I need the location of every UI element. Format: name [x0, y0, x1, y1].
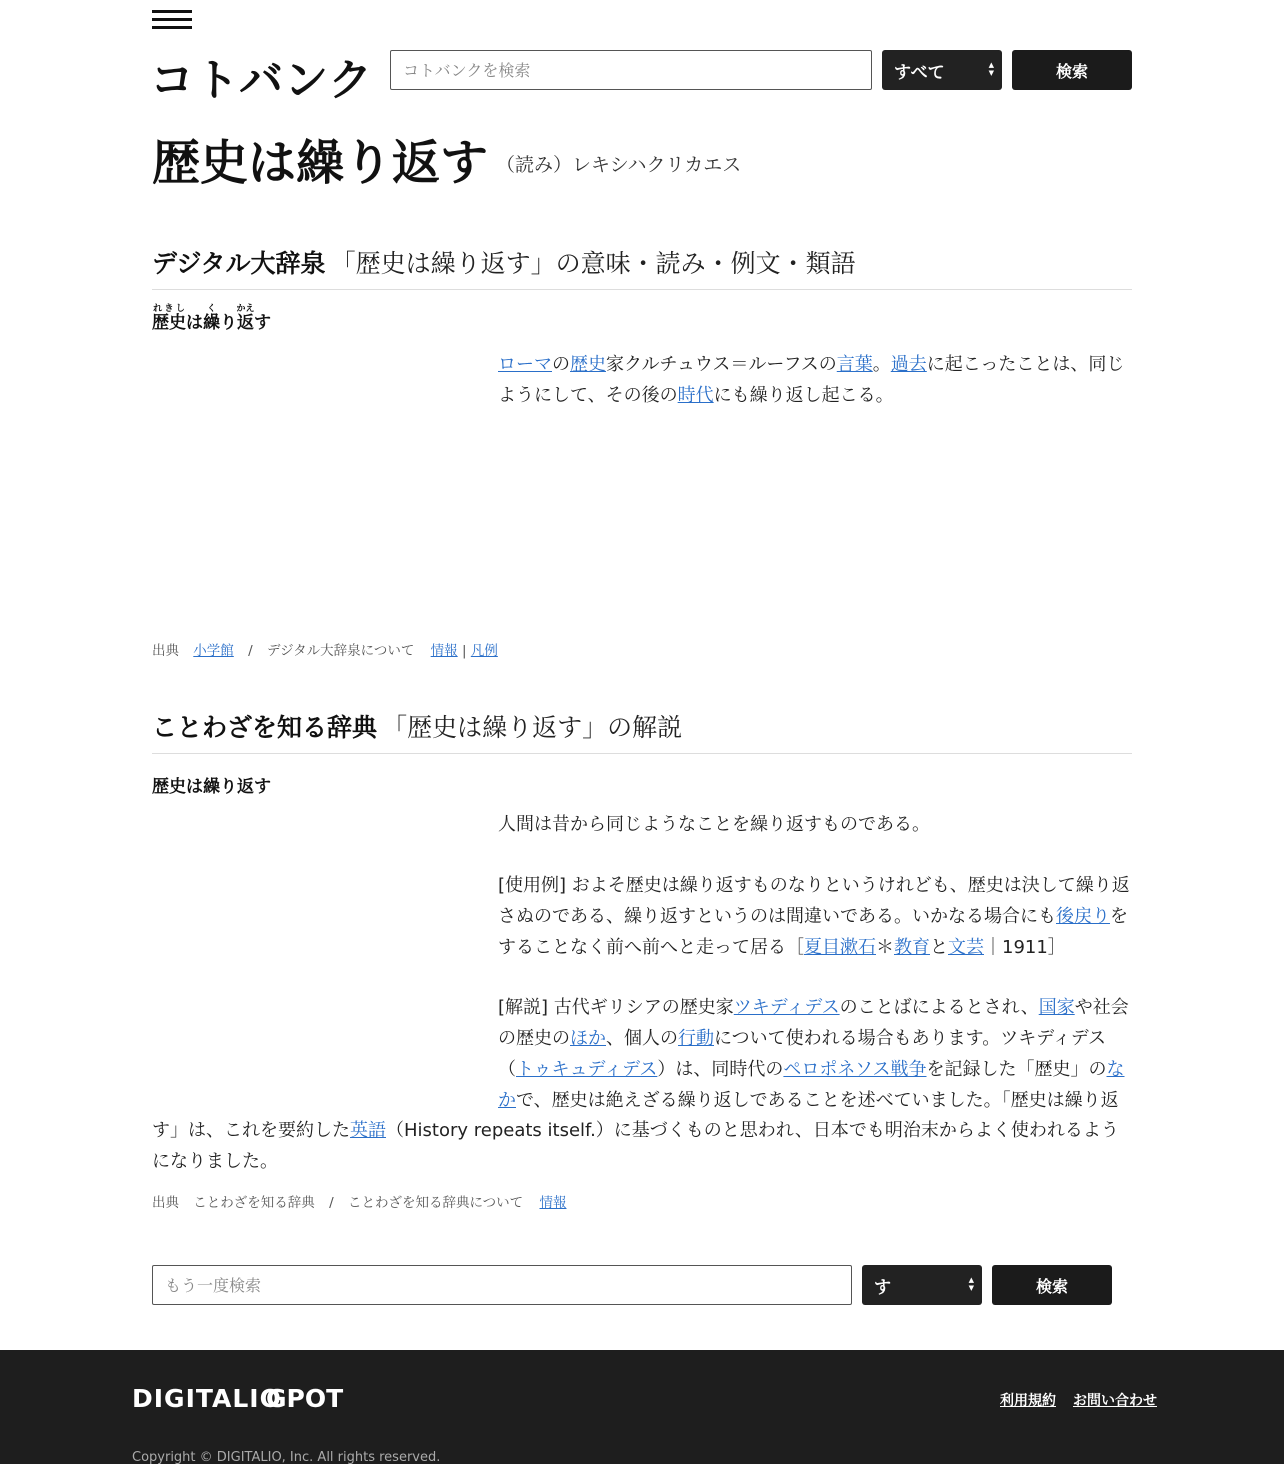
link-kako[interactable]: 過去	[890, 354, 927, 375]
select-arrows-icon: ▲ ▼	[988, 61, 994, 77]
search-again-scope-select[interactable]	[862, 1265, 982, 1305]
menu-icon[interactable]	[152, 10, 192, 32]
source-kotowaza: 出典 ことわざを知る辞典 / ことわざを知る辞典について 情報	[152, 1195, 567, 1211]
source-info-link[interactable]: 情報	[430, 643, 458, 659]
headword-part: 返かえ	[236, 304, 255, 333]
headword-part: 繰く	[203, 304, 220, 333]
copyright: Copyright © DIGITALIO, Inc. All rights reserved.	[132, 1450, 441, 1464]
page-title: 歴史は繰り返す	[152, 135, 489, 191]
footer	[0, 1350, 1284, 1464]
select-arrows-icon: ▲ ▼	[968, 1276, 974, 1292]
headword-part: す	[254, 313, 271, 333]
dictionary-name: ことわざを知る辞典	[152, 713, 378, 742]
definition-daijisen: ローマの歴史家クルチュウス＝ルーフスの言葉。過去に起こったことは、同じようにして、その後の時代にも繰り返し起こる。	[498, 354, 1125, 406]
link-natsume-soseki[interactable]: 夏目漱石	[804, 937, 876, 958]
search-button[interactable]: 検索	[1012, 50, 1132, 90]
section-subtitle: 「歴史は繰り返す」の意味・読み・例文・類語	[330, 249, 856, 278]
link-kotoba[interactable]: 言葉	[836, 354, 873, 375]
link-kodo[interactable]: 行動	[678, 1028, 714, 1049]
site-logo[interactable]: コトバンク	[150, 55, 374, 106]
kotowaza-explanation-cont: す」は、これを要約した英語（History repeats itself.）に基づくものと思われ、日本でも明治末からよく使われるようになりました。	[152, 1120, 1119, 1172]
link-thucydides[interactable]: ツキディデス	[733, 997, 840, 1018]
gpot-logo[interactable]: GPOT	[266, 1384, 344, 1413]
search-again-button[interactable]: 検索	[992, 1265, 1112, 1305]
headword-ruby	[152, 304, 271, 333]
link-peloponnesian-war[interactable]: ペロポネソス戦争	[783, 1059, 927, 1080]
kotowaza-usage-example: [使用例] およそ歴史は繰り返すものなりというけれども、歴史は決して繰り返さぬのである、繰り返すというのは間違いである。いかなる場合にも後戻りをすることなく前へ前へと走って居る［夏目漱石＊教育と文芸｜1911］	[498, 875, 1130, 958]
dictionary-name: デジタル大辞泉	[152, 249, 326, 278]
section-header-kotowaza	[152, 708, 1132, 754]
headword-part: は	[186, 313, 203, 333]
link-atomodori[interactable]: 後戻り	[1056, 906, 1110, 927]
link-kyoiku[interactable]: 教育	[894, 937, 930, 958]
link-hoka[interactable]: ほか	[570, 1028, 606, 1049]
terms-link[interactable]: 利用規約	[1000, 1393, 1056, 1409]
link-rome[interactable]: ローマ	[498, 354, 552, 375]
search-scope-value: すべて	[894, 62, 945, 83]
kotowaza-explanation: [解説] 古代ギリシアの歴史家ツキディデスのことばによるとされ、国家や社会の歴史のほか、個人の行動について使われる場合もあります。ツキディデス（トゥキュディデス）は、同時代のペロポネソス戦争を記録した「歴史」のなかで、歴史は絶えざる繰り返しであることを述べていました。「歴史は繰り返	[498, 997, 1129, 1111]
search-scope-select[interactable]	[882, 50, 1002, 90]
link-naka[interactable]: なか	[498, 1059, 1125, 1111]
digitalio-logo[interactable]: DIGITALIO	[132, 1384, 282, 1413]
link-jidai[interactable]: 時代	[677, 385, 714, 406]
section-subtitle: 「歴史は繰り返す」の解説	[382, 713, 683, 742]
headword-part: 歴史れきし	[152, 304, 186, 333]
headword: 歴史は繰り返す	[152, 777, 271, 797]
link-eigo[interactable]: 英語	[350, 1120, 386, 1141]
title-reading: （読み）レキシハクリカエス	[496, 154, 742, 176]
link-bungei[interactable]: 文芸	[948, 937, 984, 958]
section-header-daijisen	[152, 244, 1132, 290]
search-input[interactable]	[390, 50, 872, 90]
search-again-scope-value: す	[874, 1277, 891, 1298]
search-again-input[interactable]	[152, 1265, 852, 1305]
source-info-link[interactable]: 情報	[539, 1195, 567, 1211]
link-thoukydides[interactable]: トゥキュディデス	[516, 1059, 658, 1080]
source-publisher-link[interactable]: 小学館	[193, 643, 234, 659]
source-legend-link[interactable]: 凡例	[470, 643, 498, 659]
link-kokka[interactable]: 国家	[1038, 997, 1075, 1018]
source-daijisen: 出典 小学館 / デジタル大辞泉について 情報 | 凡例	[152, 643, 498, 659]
headword-part: り	[220, 313, 237, 333]
kotowaza-meaning: 人間は昔から同じようなことを繰り返すものである。	[498, 814, 930, 835]
contact-link[interactable]: お問い合わせ	[1073, 1393, 1157, 1409]
link-history[interactable]: 歴史	[570, 354, 606, 375]
